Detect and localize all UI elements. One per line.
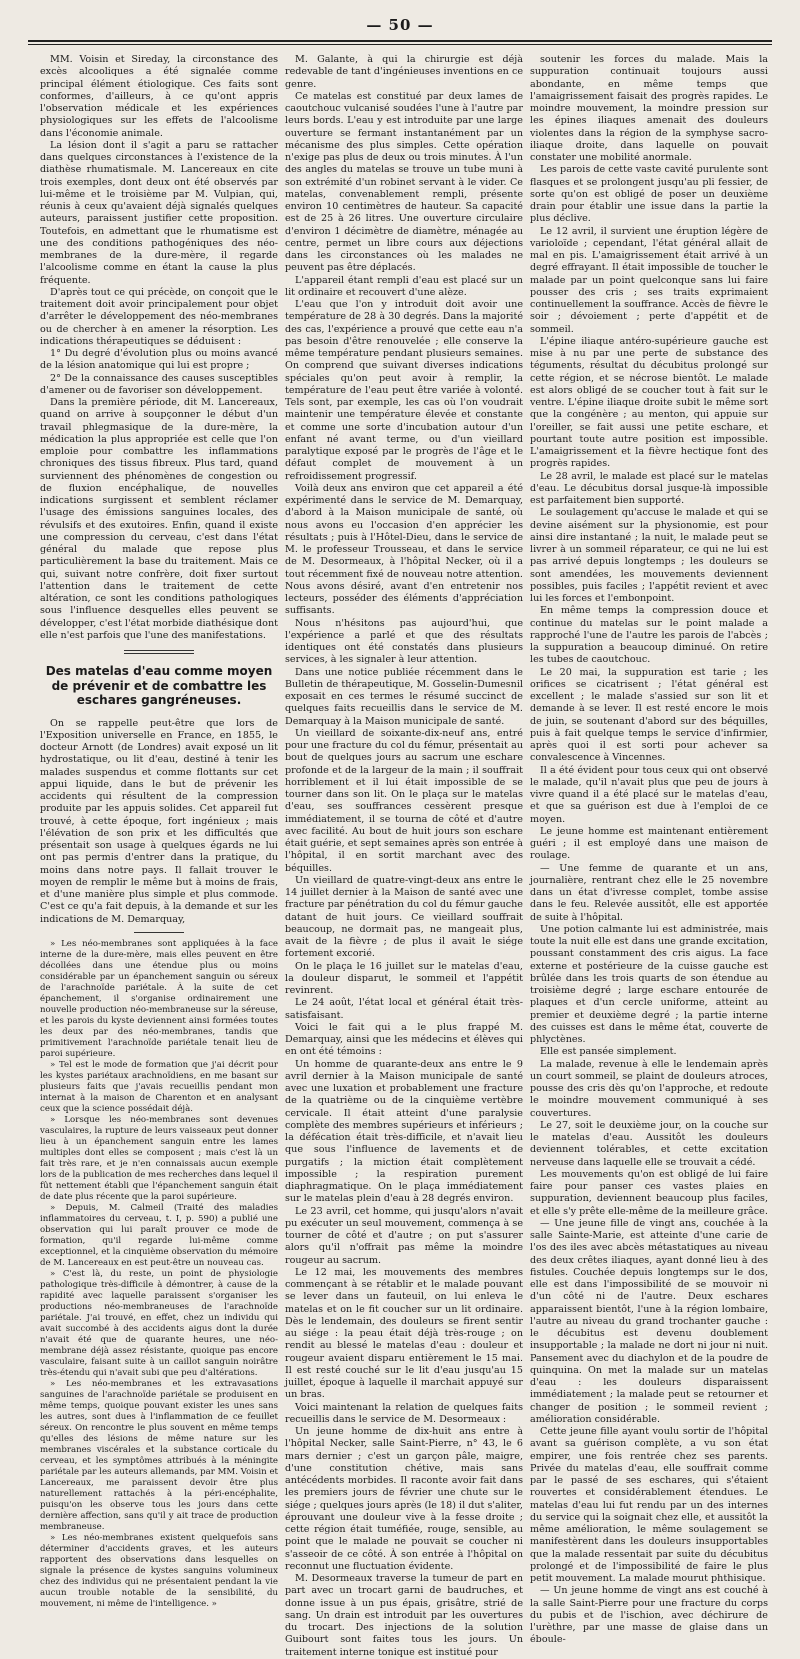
- column-middle: [285, 54, 523, 1658]
- paragraph: D'après tout ce qui précède, on conçoit que le traitement doit avoir principalement pour objet d'arrêter le développement des néo-membranes ou de chercher à en amener la résorption. Les indications thérapeutiques se déduisent :: [40, 286, 278, 347]
- section-separator: [124, 650, 194, 654]
- paragraph: Le 23 avril, cet homme, qui jusqu'alors n'avait pu exécuter un seul mouvement, commença à se tourner de côté et d'autre ; on put s'assurer alors qu'il n'offrait pas même la moindre rougeur au sacrum.: [285, 1205, 523, 1266]
- paragraph: Le 12 avril, il survient une éruption légère de varioloïde ; cependant, l'état général allait de mal en pis. L'amaigrissement était arrivé à un degré effrayant. Il était impossible de toucher le malade par un point quelconque sans lui faire pousser des cris ; ses traits exprimaient continuellement la souffrance. Accès de fièvre le soir ; dévoiement ; perte d'appétit et de sommeil.: [530, 225, 768, 335]
- paragraph: Le 27, soit le deuxième jour, on la couche sur le matelas d'eau. Aussitôt les douleurs deviennent tolérables, et cette excitation nerveuse dans laquelle elle se trouvait a cédé.: [530, 1119, 768, 1168]
- footnote-paragraph: » Les néo-membranes sont appliquées à la face interne de la dure-mère, mais elles peuvent en être décollées dans une étendue plus ou moins considérable par un épanchement sanguin ou séreux de l'arachnoïde pariétale. À la suite de cet épanchement, il s'organise ordinairement une nouvelle production néo-membraneuse sur la séreuse, et les parois du kyste deviennent ainsi formées toutes les deux par des néo-membranes, tandis que primitivement l'arachnoïde pariétale tenait lieu de paroi supérieure.: [40, 938, 278, 1059]
- paragraph: Un jeune homme de dix-huit ans entre à l'hôpital Necker, salle Saint-Pierre, n° 43, le 6 mars dernier ; c'est un garçon pâle, maigre, d'une constitution chétive, mais sans antécédents morbides. Il raconte avoir fait dans les premiers jours de février une chute sur le siége ; quelques jours après (le 18) il dut s'aliter, éprouvant une douleur vive à la fesse droite ; cette région était tuméfiée, rouge, sensible, au point que le malade ne pouvait se coucher ni s'asseoir de ce côté. À son entrée à l'hôpital on reconnut une fluctuation évidente.: [285, 1426, 523, 1572]
- header-rule: [28, 40, 772, 42]
- article-title: Des matelas d'eau comme moyen de prévenir et de combattre les eschares gangréneuses.: [45, 664, 273, 707]
- footnote-paragraph: » Les néo-membranes et les extravasations sanguines de l'arachnoïde pariétale se produisent en même temps, quoique pouvant exister les unes sans les autres, sont dues à l'inflammation de ce feuillet séreux. On rencontre le plus souvent en même temps qu'elles des lésions de même nature sur les membranes viscérales et la substance corticale du cerveau, et les symptômes attribués à la méningite pariétale par les auteurs allemands, par MM. Voisin et Lancereaux, me paraissent devoir être plus naturellement rattachés à la péri-encéphalite, puisqu'on les observe tous les jours dans cette dernière affection, sans qu'il y ait trace de production membraneuse.: [40, 1378, 278, 1532]
- paragraph: M. Galante, à qui la chirurgie est déjà redevable de tant d'ingénieuses inventions en ce genre.: [285, 54, 523, 90]
- paragraph: Une potion calmante lui est administrée, mais toute la nuit elle est dans une grande excitation, poussant constamment des cris aigus. La face externe et postérieure de la cuisse gauche est brûlée dans les trois quarts de son étendue au troisième degré ; large eschare entourée de plaques et d'un cercle uniforme, atteint au premier et deuxième degré ; la partie interne des cuisses est dans le même état, couverte de phlyctènes.: [530, 923, 768, 1045]
- paragraph: 1° Du degré d'évolution plus ou moins avancé de la lésion anatomique qui lui est propre ;: [40, 348, 278, 372]
- paragraph: MM. Voisin et Sireday, la circonstance des excès alcooliques a été signalée comme principal élément étiologique. Ces faits sont conformes, d'ailleurs, à ce qu'ont appris l'observation médicale et les expériences physiologiques sur les effets de l'alcoolisme dans l'économie animale.: [40, 54, 278, 139]
- paragraph: Dans une notice publiée récemment dans le Bulletin de thérapeutique, M. Gosselin-Dumesnil exposait en ces termes le résumé succinct de quelques faits recueillis dans le service de M. Demarquay à la Maison municipale de santé.: [285, 666, 523, 727]
- paragraph: 2° De la connaissance des causes susceptibles d'amener ou de favoriser son développement.: [40, 372, 278, 396]
- column-right: [530, 54, 768, 1646]
- footnote-paragraph: » Tel est le mode de formation que j'ai décrit pour les kystes pariétaux arachnoïdiens, en me basant sur plusieurs faits que j'avais recueillis pendant mon internat à la maison de Charenton et en analysant ceux que la science possédait déjà.: [40, 1059, 278, 1114]
- paragraph: Cette jeune fille ayant voulu sortir de l'hôpital avant sa guérison complète, a vu son état empirer, une fois rentrée chez ses parents. Privée du matelas d'eau, elle souffrait comme par le passé de ses eschares, qui s'étaient rouvertes et considérablement étendues. Le matelas d'eau lui fut rendu par un des internes du service qui la soignait chez elle, et aussitôt la même amélioration, le même soulagement se manifestèrent dans les douleurs insupportables que la malade ressentait par suite du décubitus prolongé et de l'impossibilité de faire le plus petit mouvement. La malade mourut phthisique.: [530, 1426, 768, 1584]
- paragraph: Un vieillard de soixante-dix-neuf ans, entré pour une fracture du col du fémur, présentait au bout de quelques jours au sacrum une eschare profonde et de la largeur de la main ; il souffrait horriblement et il lui était impossible de se tourner dans son lit. On le plaça sur le matelas d'eau, ses souffrances cessèrent presque immédiatement, il se tourna de côté et d'autre avec facilité. Au bout de huit jours son eschare était guérie, et sept semaines après son entrée à l'hôpital, il en sortit marchant avec des béquilles.: [285, 727, 523, 874]
- footnote-paragraph: » Depuis, M. Calmeil (Traité des maladies inflammatoires du cerveau, t. I, p. 590) a publié une observation qui lui paraît prouver ce mode de formation, qu'il regarde lui-même comme exceptionnel, et la cinquième observation du mémoire de M. Lancereaux en est peut-être un nouveau cas.: [40, 1202, 278, 1268]
- paragraph: — Une jeune fille de vingt ans, couchée à la salle Sainte-Marie, est atteinte d'une carie de l'os des iles avec abcès métastatiques au niveau des deux crêtes iliaques, ayant donné lieu à des fistules. Couchée depuis longtemps sur le dos, elle est dans l'impossibilité de se mouvoir ni d'un côté ni de l'autre. Deux eschares apparaissent bientôt, l'une à la région lombaire, l'autre au niveau du grand trochanter gauche : le décubitus est devenu doublement insupportable ; la malade ne dort ni jour ni nuit. Pansement avec du diachylon et de la poudre de quinquina. On met la malade sur un matelas d'eau : les douleurs disparaissent immédiatement ; la malade peut se retourner et changer de position ; le sommeil revient ; amélioration considérable.: [530, 1217, 768, 1425]
- paragraph: Dans la première période, dit M. Lancereaux, quand on arrive à soupçonner le début d'un travail phlegmasique de la dure-mère, la médication la plus appropriée est celle que l'on emploie pour combattre les inflammations chroniques des tissus fibreux. Plus tard, quand surviennent des phénomènes de congestion ou de fluxion encéphalique, de nouvelles indications surgissent et semblent réclamer l'usage des émissions sanguines locales, des révulsifs et des exutoires. Enfin, quand il existe une compression du cerveau, c'est dans l'état général du malade que repose plus particulièrement la base du traitement. Mais ce qui, suivant notre confrère, doit fixer surtout l'attention dans le traitement de cette altération, ce sont les conditions pathologiques sous l'influence desquelles elles peuvent se développer, c'est l'état morbide diathésique dont elle n'est parfois que l'une des manifestations.: [40, 397, 278, 641]
- paragraph: Nous n'hésitons pas aujourd'hui, que l'expérience a parlé et que des résultats identiques ont été constatés dans plusieurs services, à les signaler à leur attention.: [285, 617, 523, 666]
- paragraph: Les mouvements qu'on est obligé de lui faire faire pour panser ces vastes plaies en suppuration, deviennent beaucoup plus faciles, et elle s'y prête elle-même de la meilleure grâce.: [530, 1168, 768, 1217]
- paragraph: — Une femme de quarante et un ans, journalière, rentrant chez elle le 25 novembre dans un état d'ivresse complet, tombe assise dans le feu. Relevée aussitôt, elle est apportée de suite à l'hôpital.: [530, 862, 768, 923]
- footnote-paragraph: » Lorsque les néo-membranes sont devenues vasculaires, la rupture de leurs vaisseaux peut donner lieu à un épanchement sanguin entre les lames multiples dont elles se composent ; mais c'est là un fait très rare, et je n'en connaissais aucun exemple lors de la publication de mes recherches dans lequel il fût nettement établi que l'épanchement sanguin était de date plus récente que la paroi supérieure.: [40, 1114, 278, 1202]
- paragraph: Elle est pansée simplement.: [540, 1046, 677, 1058]
- page-number: — 50 —: [366, 16, 434, 34]
- paragraph: La lésion dont il s'agit a paru se rattacher dans quelques circonstances à l'existence de la diathèse rhumatismale. M. Lancereaux en cite trois exemples, dont deux ont été observés par lui-même et le troisième par M. Vulpian, qui, réunis à ceux qu'avaient déjà signalés quelques auteurs, paraissent justifier cette proposition. Toutefois, en admettant que le rhumatisme est une des conditions pathogéniques des néo-membranes de la dure-mère, il regarde l'alcoolisme comme en étant la cause la plus fréquente.: [40, 139, 278, 286]
- footnote-separator: [134, 932, 184, 933]
- paragraph: On le plaça le 16 juillet sur le matelas d'eau, la douleur disparut, le sommeil et l'appétit revinrent.: [285, 960, 523, 996]
- footnote-paragraph: » Les néo-membranes existent quelquefois sans déterminer d'accidents graves, et les auteurs rapportent des observations dans lesquelles on signale la présence de kystes sanguins volumineux chez des individus qui ne présentaient pendant la vie aucun trouble notable de la sensibilité, du mouvement, ni même de l'intelligence. »: [40, 1532, 278, 1609]
- paragraph: Voici le fait qui a le plus frappé M. Demarquay, ainsi que les médecins et élèves qui en ont été témoins :: [285, 1021, 523, 1058]
- paragraph: M. Desormeaux traverse la tumeur de part en part avec un trocart garni de baudruches, et donne issue à un pus épais, grisâtre, strié de sang. Un drain est introduit par les ouvertures du trocart. Des injections de la solution Guibourt sont faites tous les jours. Un traitement interne tonique est institué pour: [285, 1573, 523, 1658]
- page-header: [28, 6, 772, 46]
- header-rule-thin: [28, 44, 772, 45]
- paragraph: Un homme de quarante-deux ans entre le 9 avril dernier à la Maison municipale de santé avec une luxation et probablement une fracture de la quatrième ou de la cinquième vertèbre cervicale. Il était atteint d'une paralysie complète des membres supérieurs et inférieurs ; la défécation était très-difficile, et n'avait lieu que sous l'influence de lavements et de purgatifs ; la miction était complètement impossible ; la respiration purement diaphragmatique. On le plaça immédiatement sur le matelas plein d'eau à 28 degrés environ.: [285, 1058, 523, 1205]
- paragraph: Voici maintenant la relation de quelques faits recueillis dans le service de M. Desormeaux :: [285, 1401, 523, 1425]
- paragraph: Le 24 août, l'état local et général était très-satisfaisant.: [285, 997, 523, 1021]
- paragraph: Le soulagement qu'accuse le malade et qui se devine aisément sur la physionomie, est pour ainsi dire instantané ; la nuit, le malade peut se livrer à un sommeil réparateur, ce qui ne lui est pas arrivé depuis longtemps ; les douleurs se sont amendées, les mouvements deviennent possibles, puis faciles ; l'appétit revient et avec lui les forces et l'embonpoint.: [530, 507, 768, 604]
- paragraph: L'épine iliaque antéro-supérieure gauche est mise à nu par une perte de substance des téguments, résultat du décubitus prolongé sur cette région, et se nécrose bientôt. Le malade est alors obligé de se coucher tout à fait sur le ventre. L'épine iliaque droite subit le même sort que la congénère ; au menton, qui appuie sur l'oreiller, se fait aussi une petite eschare, et pourtant toute autre position est impossible. L'amaigrissement et la fièvre hectique font des progrès rapides.: [530, 335, 768, 470]
- paragraph: soutenir les forces du malade. Mais la suppuration continuait toujours aussi abondante, en même temps que l'amaigrissement faisait des progrès rapides. Le moindre mouvement, la moindre pression sur les épines iliaques amenait des douleurs violentes dans la région de la symphyse sacro-iliaque droite, dans laquelle on pouvait constater une mobilité anormale.: [530, 54, 768, 163]
- paragraph: Le 28 avril, le malade est placé sur le matelas d'eau. Le décubitus dorsal jusque-là impossible est parfaitement bien supporté.: [530, 470, 768, 506]
- paragraph: On se rappelle peut-être que lors de l'Exposition universelle en France, en 1855, le docteur Arnott (de Londres) avait exposé un lit hydrostatique, ou lit d'eau, destiné à tenir les malades suspendus et comme flottants sur cet appui liquide, dans le but de prévenir les accidents qui résultent de la compression produite par les appuis solides. Cet appareil fut trouvé, à cette époque, fort ingénieux ; mais l'élévation de son prix et les difficultés que présentait son usage à quelques égards ne lui ont pas permis d'entrer dans la pratique, du moins dans notre pays. Il fallait trouver le moyen de remplir le même but à moins de frais, et d'une manière plus simple et plus commode. C'est ce qu'a fait depuis, à la demande et sur les indications de M. Demarquay,: [40, 717, 278, 925]
- paragraph: L'appareil étant rempli d'eau est placé sur un lit ordinaire et recouvert d'une alèze.: [285, 274, 523, 298]
- footnote-paragraph: » C'est là, du reste, un point de physiologie pathologique très-difficile à démontrer, à cause de la rapidité avec laquelle paraissent s'organiser les productions néo-membraneuses de l'arachnoïde pariétale. J'ai trouvé, en effet, chez un individu qui avait succombé à des accidents aigus dont la durée n'avait été que de quarante heures, une néo-membrane déjà assez résistante, quoique pas encore vasculaire, faisant suite à un caillot sanguin noirâtre très-étendu qui n'avait subi que peu d'altérations.: [40, 1268, 278, 1378]
- paragraph: — Un jeune homme de vingt ans est couché à la salle Saint-Pierre pour une fracture du corps du pubis et de l'ischion, avec déchirure de l'urèthre, par une masse de glaise dans un éboule-: [530, 1585, 768, 1646]
- paragraph: Un vieillard de quatre-vingt-deux ans entre le 14 juillet dernier à la Maison de santé avec une fracture par pénétration du col du fémur gauche datant de huit jours. Ce vieillard souffrait beaucoup, ne dormait pas, ne mangeait plus, avait de la fièvre ; de plus il avait le siége fortement excorié.: [285, 874, 523, 960]
- paragraph: Le 12 mai, les mouvements des membres commençant à se rétablir et le malade pouvant se lever dans un fauteuil, on lui enleva le matelas et on le fit coucher sur un lit ordinaire. Dès le lendemain, des douleurs se firent sentir au siége : la peau était déjà très-rouge ; on rendit au blessé le matelas d'eau : douleur et rougeur avaient disparu entièrement le 15 mai. Il est resté couché sur le lit d'eau jusqu'au 15 juillet, époque à laquelle il marchait appuyé sur un bras.: [285, 1266, 523, 1401]
- paragraph: Les parois de cette vaste cavité purulente sont flasques et se prolongent jusqu'au pli fessier, de sorte qu'on est obligé de poser un deuxième drain pour établir une issue dans la partie la plus déclive.: [530, 164, 768, 225]
- column-left: [40, 54, 278, 1609]
- paragraph: Il a été évident pour tous ceux qui ont observé le malade, qu'il n'avait plus que peu de jours à vivre quand il a été placé sur le matelas d'eau, et que sa guérison est due à l'emploi de ce moyen.: [530, 764, 768, 825]
- paragraph: La malade, revenue à elle le lendemain après un court sommeil, se plaint de douleurs atroces, pousse des cris dès qu'on l'approche, et redoute le moindre mouvement communiqué à ses couvertures.: [530, 1058, 768, 1119]
- paragraph: Le jeune homme est maintenant entièrement guéri ; il est employé dans une maison de roulage.: [530, 825, 768, 862]
- paragraph: L'eau que l'on y introduit doit avoir une température de 28 à 30 degrés. Dans la majorité des cas, l'expérience a prouvé que cette eau n'a pas besoin d'être renouvelée ; elle conserve la même température pendant plusieurs semaines. On comprend que suivant diverses indications spéciales qu'on peut avoir à remplir, la température de l'eau peut être variée à volonté. Tels sont, par exemple, les cas où l'on voudrait maintenir une température élevée et constante et comme une sorte d'incubation autour d'un enfant né avant terme, ou d'un vieillard paralytique exposé par le progrès de l'âge et le défaut complet de mouvement à un refroidissement progressif.: [285, 299, 523, 482]
- paragraph: Ce matelas est constitué par deux lames de caoutchouc vulcanisé soudées l'une à l'autre par leurs bords. L'eau y est introduite par une large ouverture se fermant instantanément par un mécanisme des plus simples. Cette opération n'exige pas plus de deux ou trois minutes. À l'un des angles du matelas se trouve un tube muni à son extrémité d'un robinet servant à le vider. Ce matelas, convenablement rempli, présente environ 10 centimètres de hauteur. Sa capacité est de 25 à 26 litres. Une ouverture circulaire d'environ 1 décimètre de diamètre, ménagée au centre, permet un libre cours aux déjections dans les circonstances où les malades ne peuvent pas être déplacés.: [285, 90, 523, 274]
- paragraph: En même temps la compression douce et continue du matelas sur le point malade a rapproché l'une de l'autre les parois de l'abcès ; la suppuration a beaucoup diminué. On retire les tubes de caoutchouc.: [530, 605, 768, 666]
- paragraph: Le 20 mai, la suppuration est tarie ; les orifices se cicatrisent ; l'état général est excellent ; le malade s'assied sur son lit et demande à se lever. Il est resté encore le mois de juin, se soutenant d'abord sur des béquilles, puis à fait quelque temps le service d'infirmier, après quoi il est sorti pour achever sa convalescence à Vincennes.: [530, 666, 768, 764]
- paragraph: Voilà deux ans environ que cet appareil a été expérimenté dans le service de M. Demarquay, d'abord à la Maison municipale de santé, où nous avons eu l'occasion d'en apprécier les résultats ; puis à l'Hôtel-Dieu, dans le service de M. le professeur Trousseau, et dans le service de M. Desormeaux, à l'hôpital Necker, où il a tout récemment fixé de nouveau notre attention. Nous avons désiré, avant d'en entretenir nos lecteurs, posséder des éléments d'appréciation suffisants.: [285, 482, 523, 617]
